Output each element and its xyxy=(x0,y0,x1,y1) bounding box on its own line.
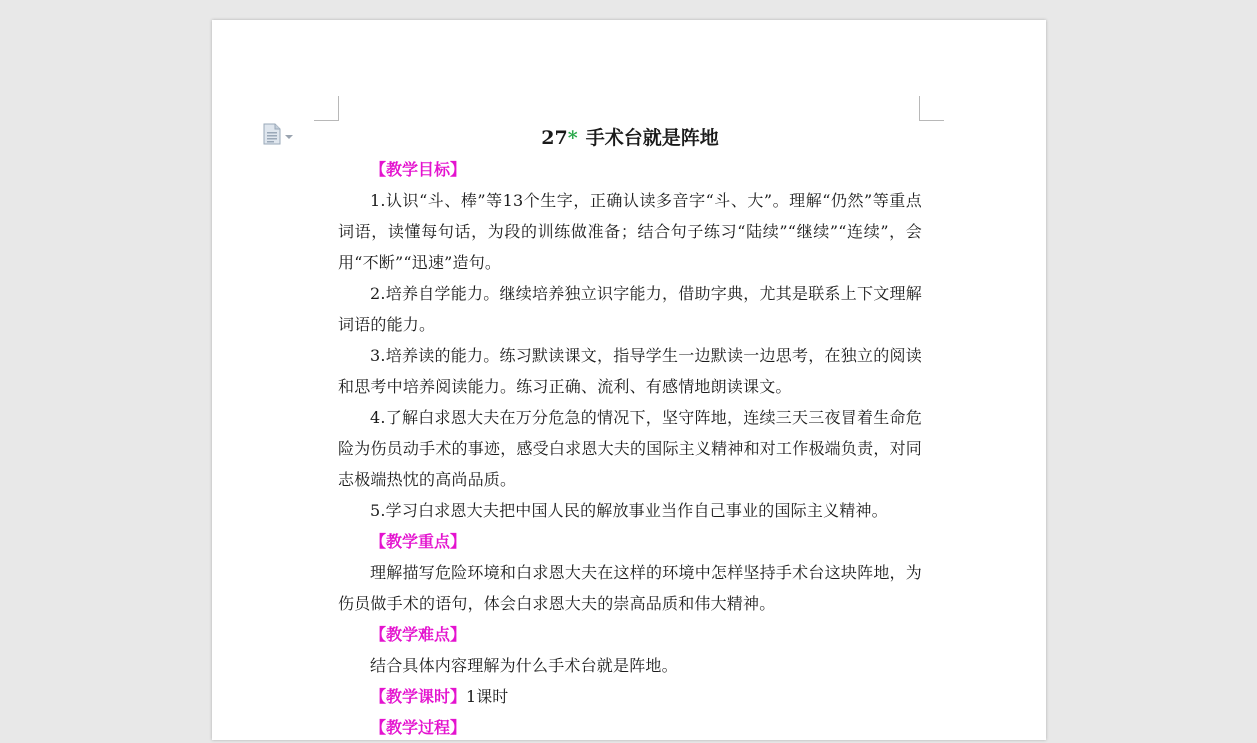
objective-item: 5.学习白求恩大夫把中国人民的解放事业当作自己事业的国际主义精神。 xyxy=(370,501,888,520)
difficulties-text: 结合具体内容理解为什么手术台就是阵地。 xyxy=(370,656,678,675)
document-icon xyxy=(263,123,281,149)
margin-corner-top-left xyxy=(314,96,339,121)
document-body xyxy=(338,122,922,743)
title-star: * xyxy=(567,127,578,149)
objectives-heading: 【教学目标】 xyxy=(370,160,467,179)
document-title xyxy=(338,122,922,154)
class-hours-heading: 【教学课时】 xyxy=(370,687,467,706)
objective-item: 4.了解白求恩大夫在万分危急的情况下，坚守阵地，连续三天三夜冒着生命危险为伤员动手术的事迹，感受白求恩大夫的国际主义精神和对工作极端负责，对同志极端热忱的高尚品质。 xyxy=(338,408,922,489)
difficulties-heading: 【教学难点】 xyxy=(370,625,467,644)
margin-corner-top-right xyxy=(919,96,944,121)
class-hours-line xyxy=(338,681,922,712)
class-hours-value: 1课时 xyxy=(466,687,509,706)
key-points-heading: 【教学重点】 xyxy=(370,532,467,551)
title-text: 手术台就是阵地 xyxy=(585,127,719,149)
key-points-text: 理解描写危险环境和白求恩大夫在这样的环境中怎样坚持手术台这块阵地，为伤员做手术的语句，体会白求恩大夫的崇高品质和伟大精神。 xyxy=(338,563,922,613)
document-menu-button[interactable] xyxy=(263,124,303,148)
title-number: 27 xyxy=(541,127,568,149)
objective-item: 1.认识“斗、棒”等13个生字，正确认读多音字“斗、大”。理解“仍然”等重点词语，读懂每句话，为段的训练做准备；结合句子练习“陆续”“继续”“连续”，会用“不断”“迅速”造句。 xyxy=(338,191,922,272)
chevron-down-icon xyxy=(285,135,293,139)
process-heading: 【教学过程】 xyxy=(370,718,467,737)
objective-item: 2.培养自学能力。继续培养独立识字能力，借助字典，尤其是联系上下文理解词语的能力。 xyxy=(338,284,922,334)
objective-item: 3.培养读的能力。练习默读课文，指导学生一边默读一边思考，在独立的阅读和思考中培养阅读能力。练习正确、流利、有感情地朗读课文。 xyxy=(338,346,922,396)
